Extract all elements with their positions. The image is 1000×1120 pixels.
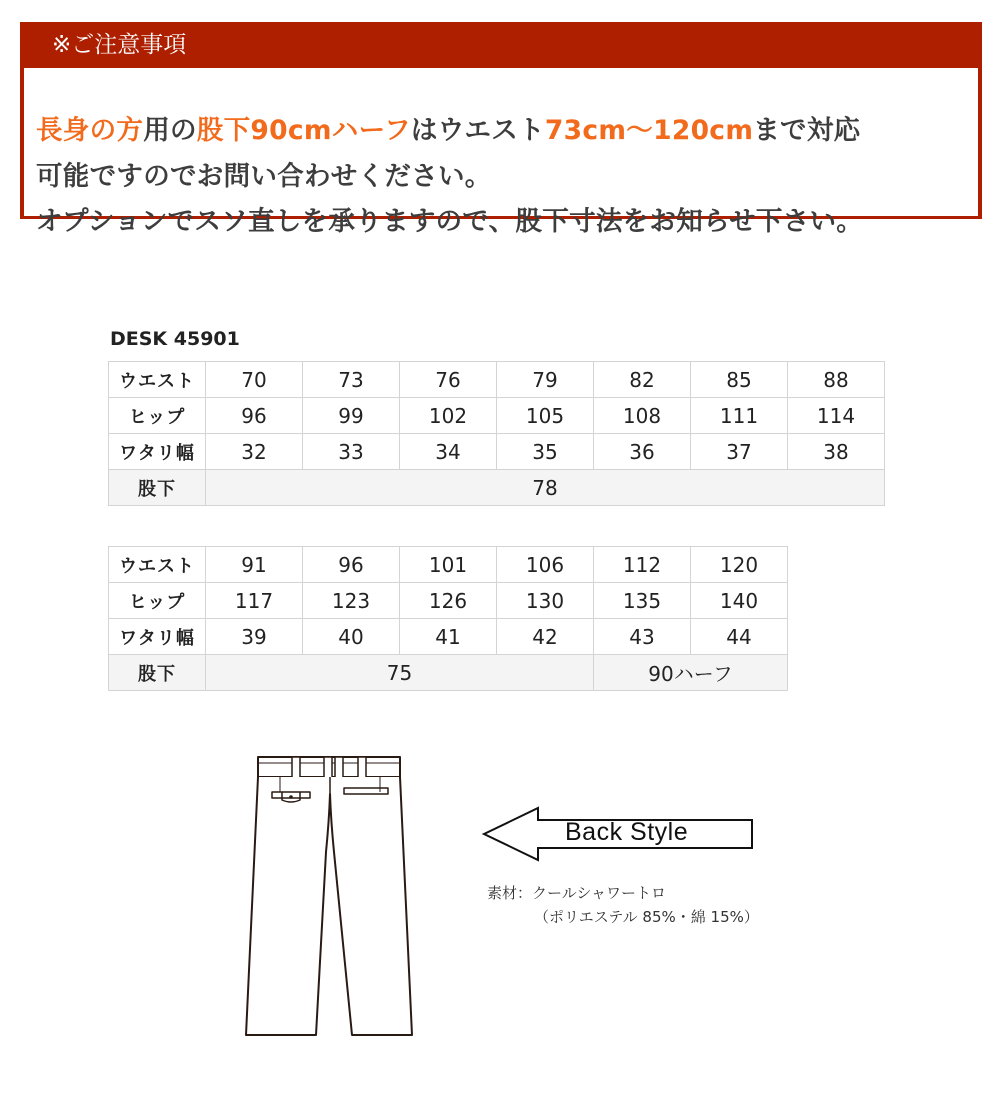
table-cell: 79 (497, 362, 594, 398)
table-cell: 73 (303, 362, 400, 398)
notice-line-3: オプションでスソ直しを承りますので、股下寸法をお知らせ下さい。 (36, 206, 864, 237)
model-number: DESK 45901 (110, 328, 240, 350)
table-cell: 43 (594, 619, 691, 655)
notice-body (24, 68, 978, 237)
notice-line-1 (36, 108, 860, 147)
row-header: ワタリ幅 (109, 434, 206, 470)
table-cell: 106 (497, 547, 594, 583)
table-cell: 91 (206, 547, 303, 583)
table-cell: 36 (594, 434, 691, 470)
notice-highlight-inseam: 股下90cmハーフ (196, 115, 411, 146)
table-cell: 88 (788, 362, 885, 398)
notice-title: ※ご注意事項 (52, 32, 187, 58)
table-row-hip (109, 398, 885, 434)
table-cell: 42 (497, 619, 594, 655)
pants-back-view-icon (240, 752, 420, 1047)
material-composition: （ポリエステル 85%・綿 15%） (534, 908, 759, 926)
inseam-value: 78 (206, 470, 885, 506)
size-table-regular (108, 361, 885, 506)
table-cell: 105 (497, 398, 594, 434)
material-name: 素材：クールシャワートロ (487, 884, 667, 902)
notice-highlight-tall: 長身の方 (36, 115, 144, 146)
row-header: 股下 (109, 655, 206, 691)
table-row-thigh-width (109, 434, 885, 470)
table-row-hip (109, 583, 788, 619)
inseam-value-half: 90ハーフ (594, 655, 788, 691)
table-cell: 32 (206, 434, 303, 470)
back-style-label: Back Style (565, 818, 689, 846)
table-cell: 140 (691, 583, 788, 619)
table-cell: 33 (303, 434, 400, 470)
table-cell: 114 (788, 398, 885, 434)
notice-text: まで対応 (753, 115, 861, 146)
table-cell: 76 (400, 362, 497, 398)
notice-box (20, 22, 982, 237)
table-cell: 96 (303, 547, 400, 583)
table-cell: 102 (400, 398, 497, 434)
table-cell: 37 (691, 434, 788, 470)
table-cell: 111 (691, 398, 788, 434)
table-cell: 112 (594, 547, 691, 583)
row-header: ウエスト (109, 547, 206, 583)
inseam-value-regular: 75 (206, 655, 594, 691)
table-row-waist (109, 547, 788, 583)
table-cell: 108 (594, 398, 691, 434)
row-header: 股下 (109, 470, 206, 506)
row-header: ヒップ (109, 398, 206, 434)
table-cell: 99 (303, 398, 400, 434)
table-cell: 120 (691, 547, 788, 583)
table-cell: 38 (788, 434, 885, 470)
table-cell: 123 (303, 583, 400, 619)
table-cell: 126 (400, 583, 497, 619)
table-cell: 135 (594, 583, 691, 619)
notice-text: 用の (143, 115, 197, 146)
table-cell: 35 (497, 434, 594, 470)
notice-highlight-waist-range: 73cm〜120cm (544, 115, 754, 146)
table-cell: 96 (206, 398, 303, 434)
table-row-thigh-width (109, 619, 788, 655)
table-cell: 70 (206, 362, 303, 398)
row-header: ヒップ (109, 583, 206, 619)
table-cell: 117 (206, 583, 303, 619)
table-cell: 101 (400, 547, 497, 583)
table-row-inseam (109, 655, 788, 691)
size-table-large (108, 546, 788, 691)
table-row-waist (109, 362, 885, 398)
row-header: ウエスト (109, 362, 206, 398)
table-cell: 130 (497, 583, 594, 619)
table-row-inseam (109, 470, 885, 506)
table-cell: 34 (400, 434, 497, 470)
row-header: ワタリ幅 (109, 619, 206, 655)
table-cell: 44 (691, 619, 788, 655)
table-cell: 85 (691, 362, 788, 398)
table-cell: 82 (594, 362, 691, 398)
table-cell: 39 (206, 619, 303, 655)
notice-line-2: 可能ですのでお問い合わせください。 (36, 161, 492, 192)
table-cell: 41 (400, 619, 497, 655)
table-cell: 40 (303, 619, 400, 655)
notice-text: はウエスト (410, 115, 545, 146)
